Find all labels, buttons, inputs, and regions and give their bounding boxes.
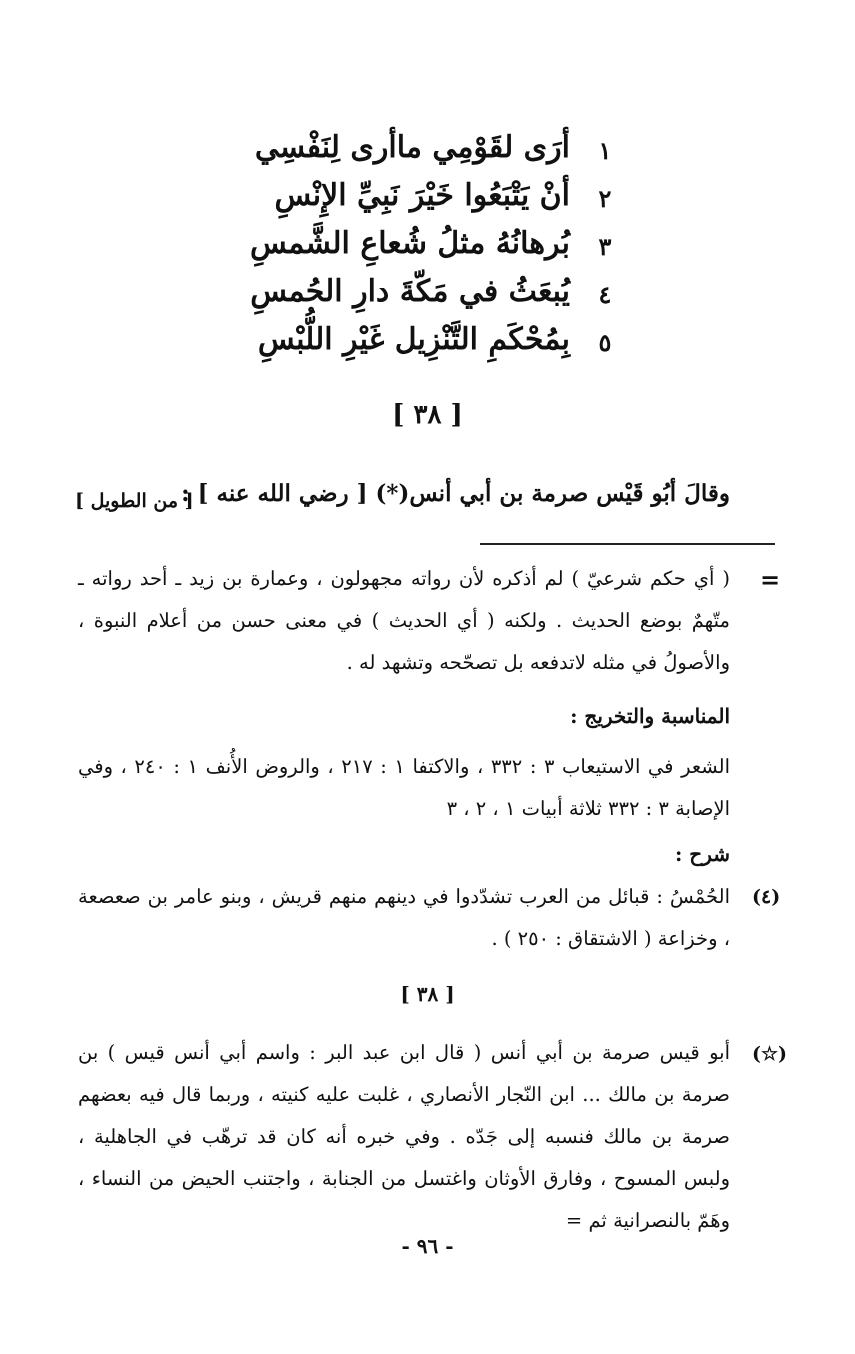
meter-label: [ من الطويل ] — [75, 490, 194, 512]
note-number: (٤) — [752, 886, 781, 908]
verse-number: ٣ — [598, 232, 612, 261]
verse-number: ٤ — [598, 280, 612, 309]
footnote-divider — [480, 543, 775, 545]
sharh-note-text: الحُمْسُ : قبائل من العرب تشدّدوا في دينهم منهم قريش ، وبنو عامر بن صعصعة ، وخزاعة ( الاشتقاق : ٢٥٠ ) . — [78, 885, 730, 950]
verse-number: ٢ — [598, 184, 612, 213]
section-number: [ ٣٨ ] — [400, 982, 455, 1006]
munasaba-heading: المناسبة والتخريج : — [570, 704, 730, 728]
verse-text: أرَى لقَوْمِي ماأرى لِنَفْسِي — [254, 130, 570, 165]
verse-line — [274, 178, 620, 226]
poem-block — [250, 130, 620, 370]
verse-line — [250, 226, 620, 274]
footnote-text: ( أي حكم شرعيّ ) لم أذكره لأن رواته مجهولون ، وعمارة بن زيد ـ أحد رواته ـ متّهمٌ بوضع الحديث . ولكنه ( أي الحديث ) في معنى حسن من أعلام النبوة ، والأصولُ في مثله لاتدفعه بل تصحّحه وتشهد له . — [78, 567, 730, 674]
intro-line: وقالَ أبُو قَيْس صرمة بن أبي أنس(*) [ رضي الله عنه ] : — [181, 480, 730, 507]
star-note-text: أبو قيس صرمة بن أبي أنس ( قال ابن عبد البر : واسم أبي أنس قيس ) بن صرمة بن مالك ... ابن النّجار الأنصاري ، غلبت عليه كنيته ، وربما قال فيه بعضهم صرمة بن مالك فنسبه إلى جَدّه . وفي خبره أنه كان قد ترهّب في الجاهلية ، ولبس المسوح ، وفارق الأوثان واغتسل من الجنابة ، واجتنب الحيض من النساء ، وهَمّ بالنصرانية ثم = — [78, 1041, 730, 1232]
verse-number: ١ — [598, 136, 612, 165]
munasaba-text: الشعر في الاستيعاب ٣ : ٣٣٢ ، والاكتفا ١ : ٢١٧ ، والروض الأُنف ١ : ٢٤٠ ، وفي الإصابة ٣ : ٣٣٢ ثلاثة أبيات ١ ، ٢ ، ٣ — [78, 755, 730, 820]
verse-text: يُبعَثُ في مَكّةَ دارِ الحُمسِ — [250, 274, 570, 309]
star-note-mark: (☆) — [752, 1043, 788, 1065]
poem-number-heading: [ ٣٨ ] — [392, 400, 463, 430]
verse-text: بُرهانُهُ مثلُ شُعاعِ الشَّمسِ — [250, 226, 570, 261]
verse-line — [257, 322, 620, 370]
verse-line — [250, 274, 620, 322]
verse-number: ٥ — [598, 328, 612, 357]
verse-text: بِمُحْكَمِ التَّنْزِيل غَيْرِ اللُّبْسِ — [257, 322, 570, 357]
verse-text: أنْ يَتْبَعُوا خَيْرَ نَبِيِّ الإِنْسِ — [274, 178, 570, 213]
page-number: - ٩٦ - — [401, 1234, 454, 1258]
sharh-heading: شرح : — [674, 842, 730, 866]
verse-line — [254, 130, 620, 178]
footnote-continuation-mark: = — [760, 565, 781, 594]
